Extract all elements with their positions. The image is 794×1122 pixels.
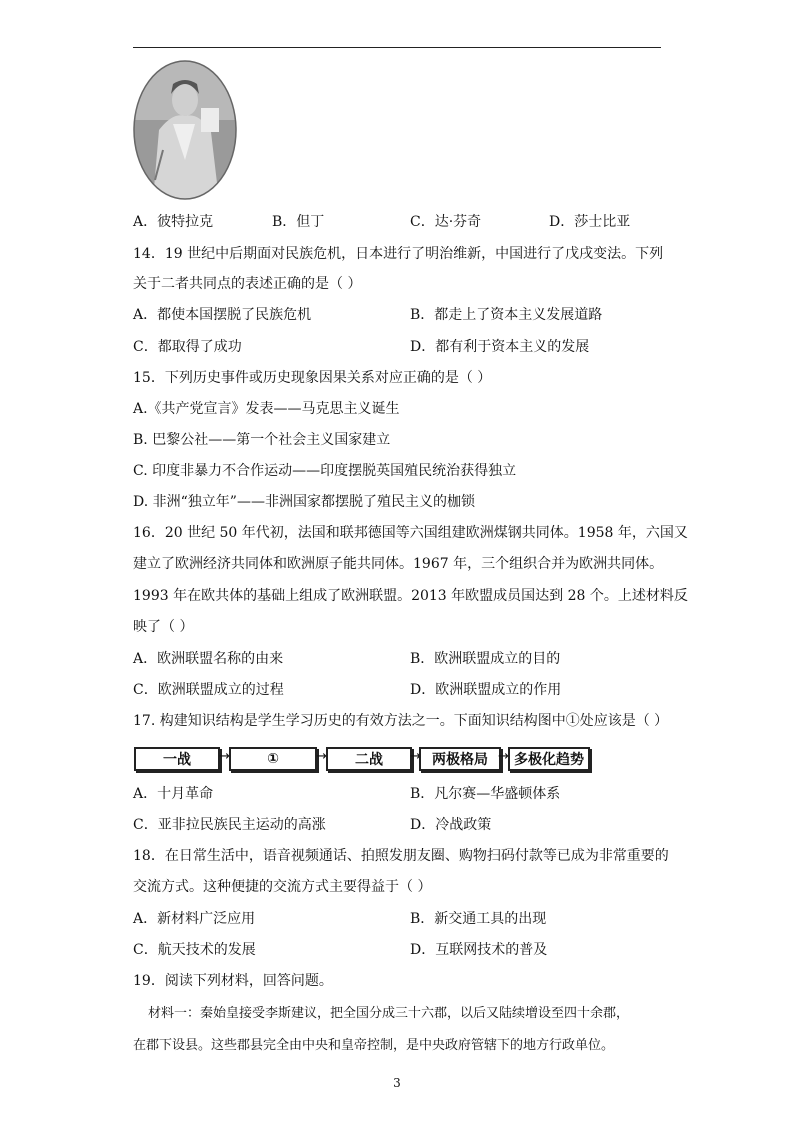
q15-option-a: A.《共产党宣言》发表——马克思主义诞生 [133, 401, 400, 417]
diagram-box-ww2: 二战 [326, 747, 412, 771]
q18-option-d: D．互联网技术的普及 [410, 942, 548, 958]
q14-stem-line1: 14．19 世纪中后期面对民族危机，日本进行了明治维新，中国进行了戊戌变法。下列 [133, 246, 664, 262]
q16-option-d: D．欧洲联盟成立的作用 [410, 682, 562, 698]
q16-stem-line2: 建立了欧洲经济共同体和欧洲原子能共同体。1967 年，三个组织合并为欧洲共同体。 [133, 556, 664, 572]
q18-option-a: A．新材料广泛应用 [133, 911, 256, 927]
q17-option-b: B．凡尔赛—华盛顿体系 [410, 786, 561, 802]
q14-option-c: C．都取得了成功 [133, 339, 242, 355]
q19-material-line2: 在郡下设县。这些郡县完全由中央和皇帝控制，是中央政府管辖下的地方行政单位。 [133, 1038, 615, 1053]
q15-option-b: B. 巴黎公社——第一个社会主义国家建立 [133, 432, 391, 448]
q14-stem-line2: 关于二者共同点的表述正确的是（ ） [133, 276, 362, 292]
q18-option-b: B．新交通工具的出现 [410, 911, 547, 927]
q17-option-c: C．亚非拉民族民主运动的高涨 [133, 817, 326, 833]
q13-option-d: D．莎士比亚 [549, 214, 631, 230]
q16-option-a: A．欧洲联盟名称的由来 [133, 651, 284, 667]
knowledge-structure-diagram [133, 744, 593, 772]
q16-stem-line4: 映了（ ） [133, 619, 194, 635]
q19-stem: 19．阅读下列材料，回答问题。 [133, 973, 333, 989]
arrow-right-icon: → [219, 749, 230, 764]
q15-option-c: C. 印度非暴力不合作运动——印度摆脱英国殖民统治获得独立 [133, 463, 517, 479]
q14-option-a: A．都使本国摆脱了民族危机 [133, 307, 312, 323]
q18-stem-line2: 交流方式。这种便捷的交流方式主要得益于（ ） [133, 879, 432, 895]
q18-stem-line1: 18．在日常生活中，语音视频通话、拍照发朋友圈、购物扫码付款等已成为非常重要的 [133, 848, 669, 864]
arrow-right-icon: → [498, 749, 509, 764]
diagram-box-multipolar: 多极化趋势 [508, 747, 590, 771]
q19-material-line1: 材料一：秦始皇接受李斯建议，把全国分成三十六郡，以后又陆续增设至四十余郡， [148, 1006, 630, 1021]
q15-option-d: D. 非洲“独立年”——非洲国家都摆脱了殖民主义的枷锁 [133, 494, 475, 510]
q16-stem-line1: 16．20 世纪 50 年代初，法国和联邦德国等六国组建欧洲煤钢共同体。1958 年，六国又 [133, 525, 688, 541]
q13-option-a: A．彼特拉克 [133, 214, 214, 230]
arrow-right-icon: → [410, 749, 421, 764]
q17-option-d: D．冷战政策 [410, 817, 492, 833]
diagram-box-blank: ① [229, 747, 317, 771]
q14-option-b: B．都走上了资本主义发展道路 [410, 307, 603, 323]
q16-stem-line3: 1993 年在欧共体的基础上组成了欧洲联盟。2013 年欧盟成员国达到 28 个。上述材料反 [133, 588, 688, 604]
header-rule [133, 47, 661, 48]
q16-option-c: C．欧洲联盟成立的过程 [133, 682, 284, 698]
q17-option-a: A．十月革命 [133, 786, 214, 802]
q13-option-c: C．达·芬奇 [410, 214, 482, 230]
page-number: 3 [393, 1076, 401, 1090]
q14-option-d: D．都有利于资本主义的发展 [410, 339, 590, 355]
diagram-box-ww1: 一战 [134, 747, 220, 771]
q15-stem: 15．下列历史事件或历史现象因果关系对应正确的是（ ） [133, 370, 492, 386]
q16-option-b: B．欧洲联盟成立的目的 [410, 651, 561, 667]
diagram-box-bipolar: 两极格局 [419, 747, 501, 771]
portrait-photo [133, 60, 237, 200]
q18-option-c: C．航天技术的发展 [133, 942, 256, 958]
q17-stem: 17. 构建知识结构是学生学习历史的有效方法之一。下面知识结构图中①处应该是（ ） [133, 713, 669, 729]
arrow-right-icon: → [316, 749, 327, 764]
q13-option-b: B．但丁 [272, 214, 325, 230]
